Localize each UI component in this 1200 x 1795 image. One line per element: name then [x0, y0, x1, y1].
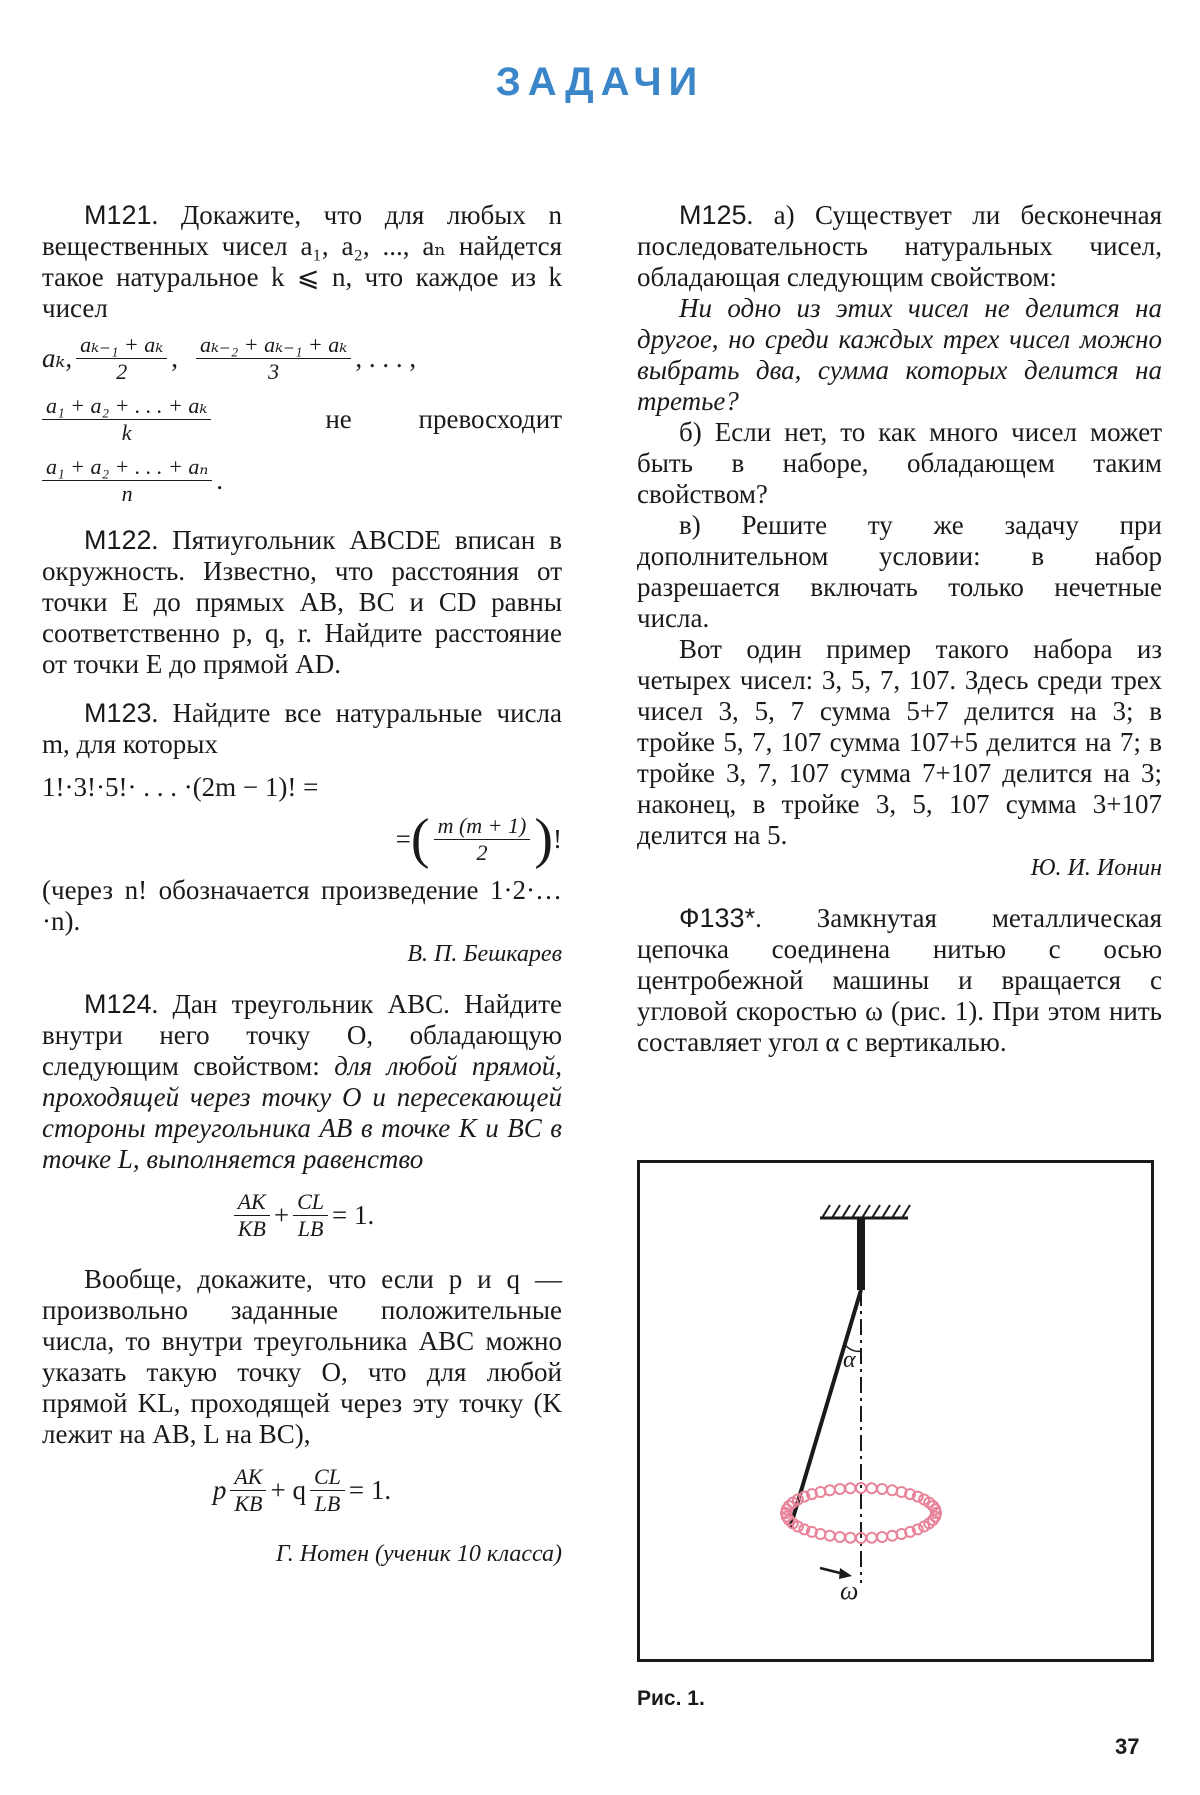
m125-part-b: б) Если нет, то как много чисел может быть в наборе, обладающем таким свойством?	[637, 417, 1162, 509]
chain-bead	[825, 1485, 835, 1495]
m121-frac1-den: 2	[116, 359, 128, 384]
m124-eq1-rest: = 1.	[332, 1200, 375, 1230]
m124-eq2-p: p	[212, 1475, 227, 1505]
m122-text: . Пятиугольник ABCDE вписан в окружность. Известно, что расстояния от точки E до прямых AB, BC и CD равны соответственно p, q, r. Найдите расстояние от точки E до прямой AD.	[42, 525, 562, 679]
f133-paragraph	[637, 903, 1162, 1058]
m124-equation-1	[42, 1189, 562, 1242]
m125-code: М125	[679, 200, 747, 230]
problem-m121	[42, 200, 562, 507]
m123-formula-left: 1!·3!·5!· . . . ·(2m − 1)! =	[42, 772, 319, 802]
m124-paragraph-2: Вообще, докажите, что если p и q — произвольно заданные положительные числа, то внутри треугольника ABC можно указать такую точку O, что для любой прямой KL, проходящей через эту точку (K лежит на AB, L на BC),	[42, 1264, 562, 1449]
problem-m124	[42, 989, 562, 1571]
chain-bead	[887, 1485, 897, 1495]
m123-left-paren: (	[410, 808, 430, 870]
m124-eq1-kb: KB	[237, 1216, 266, 1241]
m123-formula-fact: !	[553, 823, 562, 854]
m125-part-a-text: . а) Существует ли бесконечная последовательность натуральных чисел, обладающая следующим свойством:	[637, 200, 1162, 292]
m121-frac1-num: aₖ₋₁ + aₖ	[76, 332, 167, 359]
m124-eq2-lb: LB	[314, 1491, 341, 1516]
m124-eq1-cl: CL	[293, 1189, 328, 1216]
m123-code: М123	[84, 698, 152, 728]
m121-code: М121	[84, 200, 152, 230]
m121-frac2	[196, 332, 351, 385]
m123-formula-line-2	[42, 808, 562, 870]
chain-bead	[877, 1532, 887, 1542]
m125-part-a	[637, 200, 1162, 293]
m124-eq2-frac-ak	[230, 1464, 266, 1517]
m124-eq1-frac-ak	[234, 1189, 270, 1242]
omega-label: ω	[840, 1576, 859, 1605]
m121-frac3-den: k	[121, 420, 132, 445]
chain-bead	[845, 1533, 855, 1543]
m124-eq2-q: + q	[270, 1475, 306, 1505]
axis-rod	[857, 1218, 865, 1290]
figure-svg	[640, 1163, 1151, 1659]
m121-not-exceeds: не превосходит	[325, 404, 562, 434]
m122-paragraph	[42, 525, 562, 680]
m122-code: М122	[84, 525, 152, 555]
m121-frac3	[42, 393, 211, 446]
m124-eq1-lb: LB	[297, 1216, 324, 1241]
problem-m122	[42, 525, 562, 680]
m123-formula-den: 2	[476, 839, 488, 865]
problem-m125	[637, 200, 1162, 885]
m121-formula-row-2	[42, 393, 562, 446]
m124-eq2-rest: = 1.	[348, 1475, 392, 1505]
m123-formula-eq: =	[395, 823, 411, 854]
chain-bead	[887, 1531, 897, 1541]
m121-frac3-num: a₁ + a₂ + . . . + aₖ	[42, 393, 211, 420]
m123-note: (через n! обозначается произведение 1·2·…·n).	[42, 875, 562, 936]
m124-eq1-ak: AK	[234, 1189, 270, 1216]
m121-formula-row-3: $\frac{\text{a₁ + a₂ + . . . + aₙ}}{n}$ .	[42, 454, 562, 507]
chain-bead	[835, 1532, 845, 1542]
page-title: ЗАДАЧИ	[495, 60, 705, 104]
m124-paragraph	[42, 989, 562, 1175]
f133-code: Ф133*	[679, 903, 756, 933]
problem-f133	[637, 903, 1162, 1058]
ceiling-hatch	[822, 1205, 910, 1218]
m124-equation-2	[42, 1464, 562, 1517]
m125-example: Вот один пример такого набора из четырех чисел: 3, 5, 7, 107. Здесь среди трех чисел 3, 5, 7 сумма 5+7 делится на 3; в тройке 5, 7, 107 сумма 107+5 делится на 7; в тройке 3, 7, 107 сумма 7+107 делится на 3; наконец, в тройке 3, 5, 107 сумма 3+107 делится на 5.	[637, 634, 1162, 850]
m121-formula-row-1: aₖ, $\frac{\text{aₖ₋₁ + aₖ}}{2}$ , $\frac{\text{aₖ₋₂ + aₖ₋₁ + aₖ}}{3}$ , . . . ,	[42, 332, 417, 384]
m125-part-c: в) Решите ту же задачу при дополнительном условии: в набор разрешается включать только нечетные числа.	[637, 510, 1162, 633]
m124-code: М124	[84, 989, 152, 1019]
chain-bead	[825, 1531, 835, 1541]
m121-frac4-num: a₁ + a₂ + . . . + aₙ	[42, 454, 212, 481]
m123-right-paren: )	[534, 808, 553, 870]
m121-frac2-num: aₖ₋₂ + aₖ₋₁ + aₖ	[196, 332, 351, 359]
m124-eq2-ak: AK	[230, 1464, 266, 1491]
m124-eq1-frac-cl	[293, 1189, 328, 1242]
m123-text: . Найдите все натуральные числа m, для которых	[42, 698, 562, 759]
chain-bead	[867, 1533, 877, 1543]
m121-text: . Докажите, что для любых n вещественных чисел a₁, a₂, ..., aₙ найдется такое натуральное k ⩽ n, что каждое из k чисел	[42, 200, 562, 323]
m123-formula-line-1	[42, 772, 562, 803]
figure-1	[637, 1160, 1154, 1662]
m125-italic: Ни одно из этих чисел не делится на другое, но среди каждых трех чисел можно выбрать два, сумма которых делится на третье?	[637, 293, 1162, 416]
m123-formula-frac	[434, 813, 531, 866]
m124-eq2-kb: KB	[234, 1491, 263, 1516]
m123-paragraph	[42, 698, 562, 760]
f133-text: . Замкнутая металлическая цепочка соединена нитью с осью центробежной машины и вращается с угловой скоростью ω (рис. 1). При этом нить составляет угол α с вертикалью.	[637, 903, 1162, 1057]
m121-frac2-den: 3	[268, 359, 280, 384]
m125-author: Ю. И. Ионин	[1030, 855, 1162, 881]
left-column	[42, 200, 562, 1589]
figure-caption: Рис. 1.	[637, 1687, 705, 1710]
chain-ring	[781, 1483, 941, 1543]
right-column	[637, 200, 1162, 1076]
m123-author: В. П. Бешкарев	[407, 941, 562, 967]
chain-bead	[835, 1484, 845, 1494]
m124-author: Г. Нотен (ученик 10 класса)	[275, 1541, 562, 1567]
m121-term1: aₖ,	[42, 343, 73, 373]
m121-paragraph	[42, 200, 562, 324]
m121-frac1	[76, 332, 167, 385]
m121-dots: , . . . ,	[355, 343, 417, 373]
problem-m123	[42, 698, 562, 971]
chain-bead	[845, 1483, 855, 1493]
chain-bead	[877, 1484, 887, 1494]
m124-eq2-frac-cl	[310, 1464, 345, 1517]
m124-eq1-plus: +	[273, 1200, 290, 1230]
chain-bead	[867, 1483, 877, 1493]
alpha-label: α	[843, 1347, 856, 1373]
m121-frac4-den: n	[121, 481, 133, 506]
m124-italic: для любой прямой, проходящей через точку O и пересекающей стороны треугольника AB в точке K и BC в точке L, выполняется равенство	[42, 1051, 562, 1174]
m123-formula-num: m (m + 1)	[434, 813, 531, 840]
m121-frac4	[42, 454, 212, 507]
m124-text: . Дан треугольник ABC. Найдите внутри него точку O, обладающую следующим свойством:	[42, 989, 562, 1081]
m124-eq2-cl: CL	[310, 1464, 345, 1491]
page-number: 37	[1115, 1734, 1140, 1759]
